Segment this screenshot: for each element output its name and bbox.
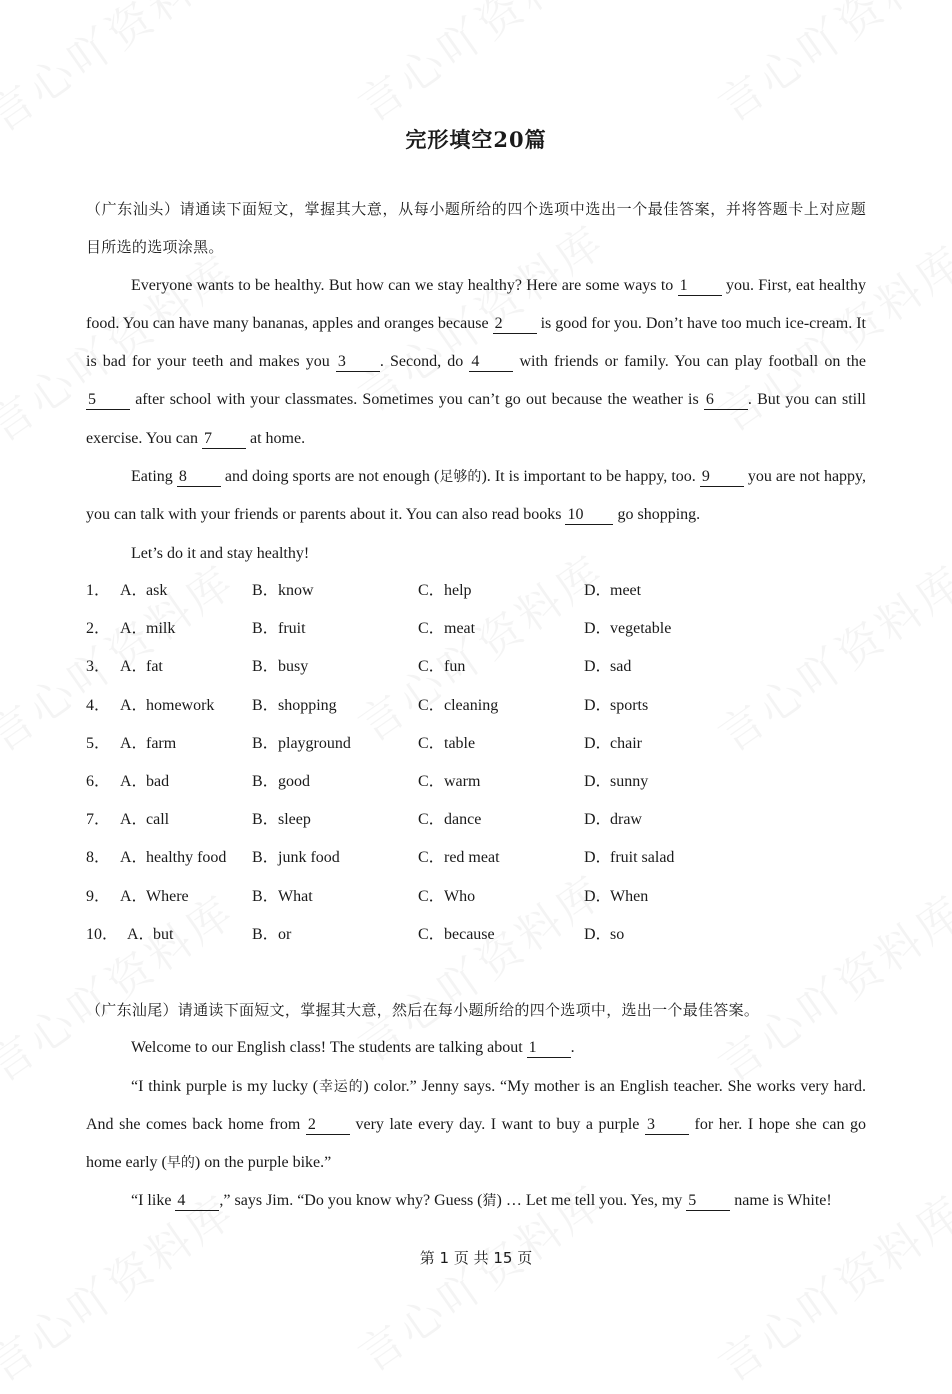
option-d[interactable] <box>584 916 624 954</box>
option-text: shopping <box>278 696 337 714</box>
blank-4: 4 <box>175 1192 219 1211</box>
option-text: healthy food <box>146 849 227 867</box>
page-footer: 第 1 页 共 15 页 <box>419 1249 533 1267</box>
option-text: sports <box>610 696 649 714</box>
option-letter: B． <box>252 849 279 867</box>
option-letter: A． <box>120 811 148 829</box>
option-a[interactable] <box>120 572 167 610</box>
blank-6: 6 <box>704 391 748 410</box>
paragraph <box>86 267 866 458</box>
paragraph <box>86 1068 866 1183</box>
text-run: . Second, do <box>379 353 470 371</box>
option-text: meat <box>444 620 476 638</box>
question-row <box>86 725 866 763</box>
paragraph <box>86 535 866 573</box>
paragraph <box>86 1182 866 1220</box>
text-run: ) color.” Jenny says. “My mother is an English teacher. She works very hard. And she comes back home from <box>86 1077 866 1133</box>
blank-2: 2 <box>493 315 537 334</box>
text-run: go shopping. <box>613 506 701 524</box>
option-text: fruit <box>278 620 306 638</box>
option-letter: A． <box>120 582 148 599</box>
option-text: farm <box>146 734 177 752</box>
option-letter: D． <box>584 811 612 829</box>
text-run: with friends or family. You can play football on the <box>513 353 866 371</box>
option-letter: A． <box>120 696 148 714</box>
option-a[interactable] <box>127 916 173 954</box>
option-text: junk food <box>278 849 340 867</box>
question-row <box>86 648 866 686</box>
question-row <box>86 610 866 648</box>
text-run: name is White! <box>730 1192 832 1210</box>
option-d[interactable] <box>584 687 648 725</box>
blank-8: 8 <box>177 468 221 487</box>
option-text: meet <box>610 582 642 599</box>
option-b[interactable] <box>252 916 291 954</box>
question-number: 7． <box>86 811 111 829</box>
blank-10: 10 <box>565 506 613 525</box>
option-letter: B． <box>252 620 279 638</box>
blank-3: 3 <box>645 1116 689 1135</box>
option-letter: C． <box>418 887 445 905</box>
option-b[interactable] <box>252 572 314 610</box>
question-number: 5． <box>86 734 111 752</box>
question-row <box>86 916 866 954</box>
option-a[interactable] <box>120 725 176 763</box>
option-letter: A． <box>120 887 148 905</box>
blank-3: 3 <box>336 353 380 372</box>
blank-1: 1 <box>527 1039 571 1058</box>
option-text: red meat <box>444 849 500 867</box>
question-row <box>86 687 866 725</box>
passage-1 <box>86 190 866 573</box>
option-a[interactable] <box>120 648 163 686</box>
option-letter: A． <box>120 772 148 790</box>
watermark <box>0 0 246 144</box>
blank-9: 9 <box>700 468 744 487</box>
option-letter: D． <box>584 734 612 752</box>
option-letter: A． <box>120 620 148 638</box>
option-text: warm <box>444 772 481 790</box>
option-letter: B． <box>252 658 279 676</box>
text-run: and doing sports are not enough ( <box>220 468 440 486</box>
option-text: bad <box>146 772 170 790</box>
text-run: at home. <box>245 429 306 447</box>
question-row <box>86 572 866 610</box>
option-d[interactable] <box>584 610 671 648</box>
option-b[interactable] <box>252 763 310 801</box>
option-text: call <box>146 811 170 829</box>
text-run: Let’s do it and stay healthy! <box>131 544 310 562</box>
watermark <box>343 0 616 134</box>
option-letter: B． <box>252 811 279 829</box>
option-a[interactable] <box>120 763 169 801</box>
option-text: fat <box>146 658 163 676</box>
text-run: Everyone wants to be healthy. But how can we stay healthy? Here are some ways to <box>131 276 678 294</box>
option-letter: B． <box>252 734 279 752</box>
option-letter: C． <box>418 925 445 943</box>
option-d[interactable] <box>584 878 648 916</box>
option-a[interactable] <box>120 839 226 877</box>
option-c[interactable] <box>418 610 475 648</box>
blank-2: 2 <box>306 1116 350 1135</box>
passage-2 <box>86 991 866 1221</box>
option-text: vegetable <box>610 620 672 638</box>
option-text: good <box>278 772 310 790</box>
option-b[interactable] <box>252 801 311 839</box>
option-letter: B． <box>252 925 279 943</box>
option-letter: B． <box>252 772 279 790</box>
option-letter: C． <box>418 696 445 714</box>
question-row <box>86 839 866 877</box>
blank-5: 5 <box>86 391 130 410</box>
option-letter: D． <box>584 849 612 867</box>
option-text: dance <box>444 811 482 829</box>
option-d[interactable] <box>584 572 641 610</box>
option-text: Who <box>444 887 476 905</box>
option-letter: B． <box>252 887 279 905</box>
option-d[interactable] <box>584 763 648 801</box>
text-run: ) … Let me tell you. Yes, my <box>496 1192 687 1210</box>
option-letter: D． <box>584 658 612 676</box>
option-text: milk <box>146 620 176 638</box>
text-run: ) on the purple bike.” <box>194 1154 332 1172</box>
option-letter: A． <box>120 849 148 867</box>
option-c[interactable] <box>418 687 498 725</box>
question-row <box>86 878 866 916</box>
option-text: sunny <box>610 772 649 790</box>
option-letter: D． <box>584 582 612 599</box>
option-b[interactable] <box>252 610 306 648</box>
question-number: 2． <box>86 620 111 638</box>
option-letter: A． <box>127 925 155 943</box>
option-letter: D． <box>584 620 612 638</box>
blank-4: 4 <box>469 353 513 372</box>
option-text: table <box>444 734 476 752</box>
text-run: you. First, eat healthy food. You can have many bananas, apples and oranges because <box>86 276 867 332</box>
option-c[interactable] <box>418 839 500 877</box>
option-text: ask <box>146 582 168 599</box>
option-c[interactable] <box>418 878 475 916</box>
option-letter: D． <box>584 887 612 905</box>
question-number: 9． <box>86 887 111 905</box>
option-b[interactable] <box>252 725 351 763</box>
option-letter: C． <box>418 772 445 790</box>
option-b[interactable] <box>252 648 308 686</box>
option-text: fun <box>444 658 466 676</box>
option-c[interactable] <box>418 916 495 954</box>
option-text: sleep <box>278 811 311 829</box>
option-letter: C． <box>418 734 445 752</box>
text-run: after school with your classmates. Sometimes you can’t go out because the weather is <box>130 391 704 409</box>
document-title: 完形填空20篇 <box>405 127 547 152</box>
blank-1: 1 <box>678 277 722 296</box>
chinese-gloss: 猜 <box>482 1193 497 1210</box>
chinese-gloss: 足够的 <box>439 469 482 486</box>
paragraph <box>86 458 866 535</box>
option-text: homework <box>146 696 215 714</box>
option-text: fruit salad <box>610 849 675 867</box>
option-text: Where <box>146 887 189 905</box>
text-run: “I like <box>131 1192 176 1210</box>
option-c[interactable] <box>418 648 465 686</box>
option-text: draw <box>610 811 642 829</box>
passage-1-body <box>86 267 866 573</box>
chinese-gloss: 早的 <box>166 1155 195 1172</box>
text-run: very late every day. I want to buy a purple <box>349 1115 645 1133</box>
option-text: so <box>610 925 625 943</box>
blank-5: 5 <box>686 1192 730 1211</box>
text-run: “I think purple is my lucky ( <box>131 1077 319 1095</box>
option-text: cleaning <box>444 696 499 714</box>
watermark <box>703 0 952 134</box>
passage-2-body <box>86 1029 866 1220</box>
text-run: ). It is important to be happy, too. <box>481 468 700 486</box>
option-letter: B． <box>252 696 279 714</box>
question-row <box>86 801 866 839</box>
text-run: . <box>570 1039 575 1057</box>
paragraph <box>86 1029 866 1067</box>
text-run: ,” says Jim. “Do you know why? Guess ( <box>219 1192 483 1210</box>
option-letter: C． <box>418 811 445 829</box>
option-text: or <box>278 925 292 943</box>
option-letter: A． <box>120 658 148 676</box>
question-number: 8． <box>86 849 111 867</box>
question-number: 3． <box>86 658 111 676</box>
option-letter: C． <box>418 658 445 676</box>
option-text: know <box>278 582 314 599</box>
blank-7: 7 <box>202 430 246 449</box>
question-number: 6． <box>86 772 111 790</box>
option-a[interactable] <box>120 878 189 916</box>
option-d[interactable] <box>584 801 642 839</box>
option-text: because <box>444 925 495 943</box>
option-text: but <box>153 925 174 943</box>
passage-2-instruction: （广东汕尾）请通读下面短文，掌握其大意，然后在每小题所给的四个选项中，选出一个最佳答案。 <box>86 1001 760 1019</box>
option-letter: C． <box>418 849 445 867</box>
option-letter: D． <box>584 925 612 943</box>
option-d[interactable] <box>584 648 631 686</box>
option-text: busy <box>278 658 309 676</box>
text-run: is good for you. Don’t have too much ice-cream. It is bad for your teeth and makes you <box>86 314 867 371</box>
option-a[interactable] <box>120 801 169 839</box>
option-c[interactable] <box>418 801 481 839</box>
question-number: 1． <box>86 582 111 599</box>
option-b[interactable] <box>252 878 313 916</box>
text-run: Welcome to our English class! The students are talking about <box>131 1039 527 1057</box>
option-letter: A． <box>120 734 148 752</box>
option-c[interactable] <box>418 572 472 610</box>
option-text: What <box>278 887 313 905</box>
option-text: sad <box>610 658 632 676</box>
text-run: you are not happy, you can talk with your friends or parents about it. You can also read books <box>86 468 867 524</box>
option-text: chair <box>610 734 642 752</box>
option-letter: D． <box>584 696 612 714</box>
text-run: Eating <box>131 468 177 486</box>
question-number: 10． <box>86 925 119 943</box>
option-letter: D． <box>584 772 612 790</box>
option-text: When <box>610 887 649 905</box>
text-run: for her. I hope she can go home early ( <box>86 1115 866 1172</box>
option-d[interactable] <box>584 839 674 877</box>
question-number: 4． <box>86 696 111 714</box>
option-text: help <box>444 582 472 599</box>
option-d[interactable] <box>584 725 642 763</box>
option-text: playground <box>278 734 351 752</box>
option-c[interactable] <box>418 763 480 801</box>
question-options <box>86 572 866 954</box>
option-c[interactable] <box>418 725 475 763</box>
question-row <box>86 763 866 801</box>
option-a[interactable] <box>120 687 214 725</box>
chinese-gloss: 幸运的 <box>318 1078 364 1095</box>
option-a[interactable] <box>120 610 175 648</box>
option-letter: B． <box>252 582 279 599</box>
option-letter: C． <box>418 620 445 638</box>
option-letter: C． <box>418 582 445 599</box>
text-run: . But you can still exercise. You can <box>86 391 867 447</box>
option-b[interactable] <box>252 687 337 725</box>
option-b[interactable] <box>252 839 340 877</box>
passage-1-instruction: （广东汕头）请通读下面短文，掌握其大意，从每小题所给的四个选项中选出一个最佳答案，并将答题卡上对应题目所选的选项涂黑。 <box>86 200 866 257</box>
